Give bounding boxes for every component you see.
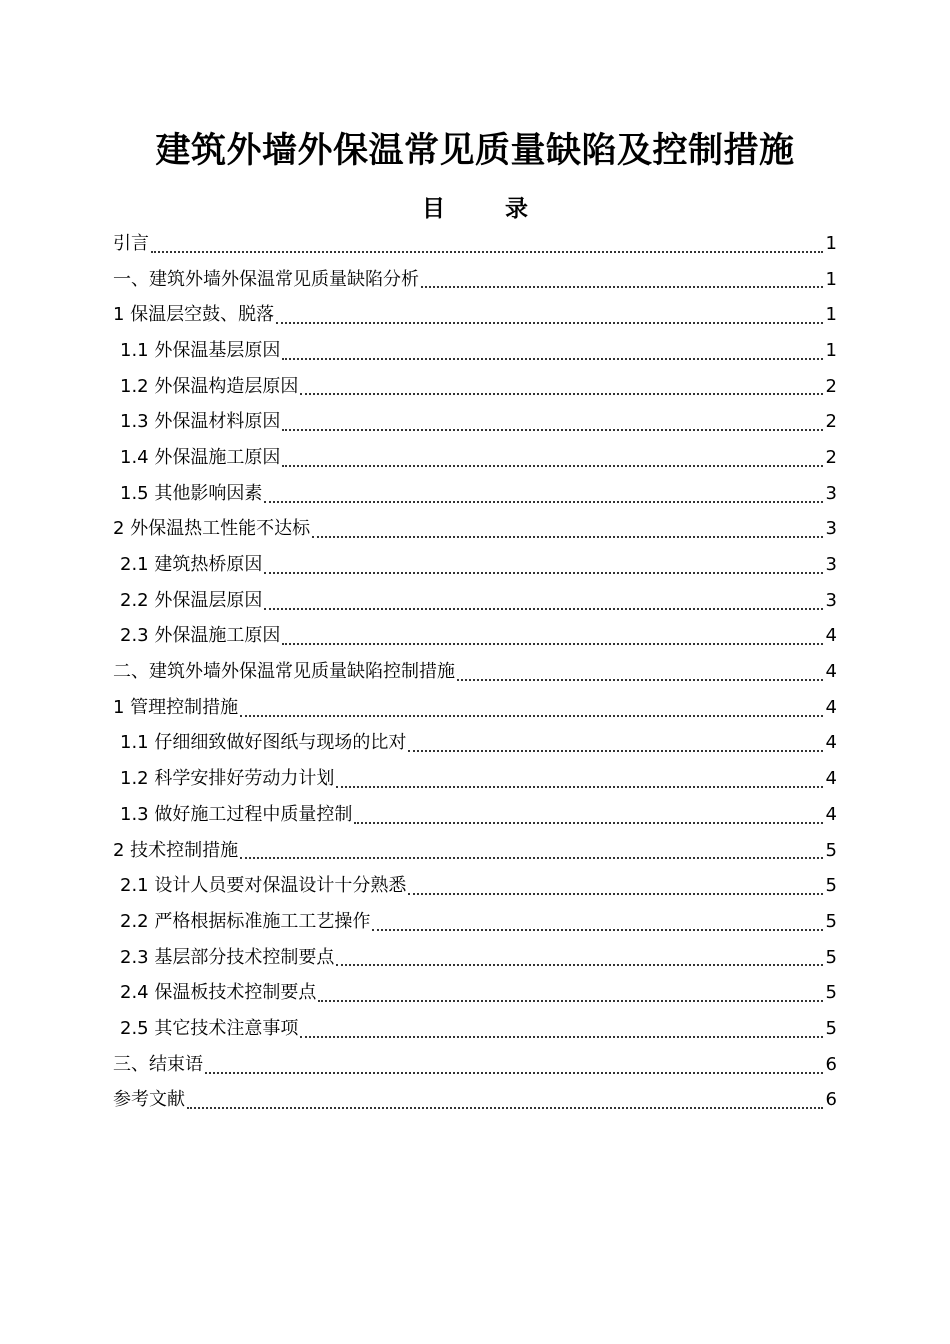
toc-entry[interactable] [113, 726, 837, 762]
toc-entry-label: 1.2 外保温构造层原因 [120, 375, 299, 397]
toc-dot-leader [312, 535, 823, 538]
toc-entry-label: 1.1 仔细细致做好图纸与现场的比对 [120, 732, 407, 754]
toc-entry-label: 参考文献 [113, 1089, 185, 1111]
toc-dot-leader [151, 250, 823, 253]
toc-entry-page-number: 4 [825, 768, 837, 790]
toc-dot-leader [264, 500, 823, 503]
toc-dot-leader [282, 357, 823, 360]
toc-entry-label: 1 保温层空鼓、脱落 [113, 304, 275, 326]
toc-entry-page-number: 2 [825, 375, 837, 397]
toc-entry[interactable] [113, 547, 837, 583]
toc-entry[interactable] [113, 440, 837, 476]
toc-entry-label: 2 技术控制措施 [113, 839, 239, 861]
toc-entry[interactable] [113, 333, 837, 369]
toc-entry-label: 2.2 外保温层原因 [120, 589, 263, 611]
toc-entry-page-number: 4 [825, 803, 837, 825]
toc-entry[interactable] [113, 262, 837, 298]
toc-entry-label: 2.5 其它技术注意事项 [120, 1017, 299, 1039]
toc-entry-page-number: 2 [825, 411, 837, 433]
toc-entry-label: 2.3 基层部分技术控制要点 [120, 946, 335, 968]
toc-entry-label: 一、建筑外墙外保温常见质量缺陷分析 [113, 268, 419, 290]
toc-dot-leader [318, 999, 823, 1002]
toc-entry-label: 2 外保温热工性能不达标 [113, 518, 311, 540]
toc-dot-leader [276, 321, 823, 324]
toc-entry-page-number: 3 [825, 589, 837, 611]
toc-entry-label: 1.3 外保温材料原因 [120, 411, 281, 433]
toc-entry-label: 三、结束语 [113, 1053, 203, 1075]
toc-dot-leader [240, 714, 823, 717]
toc-dot-leader [264, 607, 823, 610]
toc-dot-leader [421, 285, 823, 288]
toc-entry-page-number: 3 [825, 518, 837, 540]
toc-dot-leader [354, 821, 823, 824]
toc-dot-leader [457, 678, 823, 681]
toc-entry[interactable] [113, 940, 837, 976]
toc-entry-label: 引言 [113, 232, 149, 254]
toc-entry[interactable] [113, 512, 837, 548]
toc-dot-leader [300, 1035, 823, 1038]
toc-dot-leader [282, 642, 823, 645]
toc-entry-page-number: 6 [825, 1089, 837, 1111]
toc-entry-label: 2.4 保温板技术控制要点 [120, 982, 317, 1004]
toc-dot-leader [372, 928, 823, 931]
toc-entry[interactable] [113, 868, 837, 904]
toc-entry-page-number: 1 [825, 339, 837, 361]
toc-entry-label: 2.1 建筑热桥原因 [120, 554, 263, 576]
toc-entry-label: 2.3 外保温施工原因 [120, 625, 281, 647]
toc-entry[interactable] [113, 654, 837, 690]
toc-entry-label: 1.4 外保温施工原因 [120, 446, 281, 468]
toc-entry-page-number: 5 [825, 982, 837, 1004]
toc-entry[interactable] [113, 904, 837, 940]
toc-entry[interactable] [113, 975, 837, 1011]
toc-entry-page-number: 2 [825, 446, 837, 468]
toc-entry-label: 2.2 严格根据标准施工工艺操作 [120, 910, 371, 932]
toc-entry-page-number: 1 [825, 232, 837, 254]
toc-entry[interactable] [113, 476, 837, 512]
toc-entry[interactable] [113, 1011, 837, 1047]
toc-entry-page-number: 1 [825, 304, 837, 326]
toc-entry-page-number: 5 [825, 910, 837, 932]
toc-entry-page-number: 5 [825, 1017, 837, 1039]
toc-entry-label: 1.3 做好施工过程中质量控制 [120, 803, 353, 825]
toc-entry[interactable] [113, 797, 837, 833]
toc-entry-page-number: 4 [825, 625, 837, 647]
toc-entry[interactable] [113, 1083, 837, 1119]
toc-entry-page-number: 3 [825, 482, 837, 504]
toc-entry-label: 1.2 科学安排好劳动力计划 [120, 768, 335, 790]
toc-dot-leader [336, 785, 823, 788]
table-of-contents [113, 226, 837, 1118]
toc-dot-leader [282, 464, 823, 467]
toc-entry[interactable] [113, 619, 837, 655]
toc-entry-page-number: 5 [825, 875, 837, 897]
document-title: 建筑外墙外保温常见质量缺陷及控制措施 [155, 131, 795, 171]
toc-entry-label: 二、建筑外墙外保温常见质量缺陷控制措施 [113, 661, 455, 683]
toc-dot-leader [408, 892, 823, 895]
toc-entry-label: 1.5 其他影响因素 [120, 482, 263, 504]
toc-dot-leader [408, 749, 823, 752]
toc-entry-page-number: 3 [825, 554, 837, 576]
toc-dot-leader [282, 428, 823, 431]
toc-entry-label: 2.1 设计人员要对保温设计十分熟悉 [120, 875, 407, 897]
toc-entry[interactable] [113, 297, 837, 333]
toc-dot-leader [300, 392, 823, 395]
toc-heading: 目 录 [421, 196, 554, 222]
toc-entry-page-number: 6 [825, 1053, 837, 1075]
toc-dot-leader [205, 1071, 823, 1074]
toc-entry-page-number: 4 [825, 661, 837, 683]
toc-entry-page-number: 5 [825, 946, 837, 968]
toc-entry-label: 1.1 外保温基层原因 [120, 339, 281, 361]
toc-entry[interactable] [113, 369, 837, 405]
toc-entry[interactable] [113, 226, 837, 262]
toc-entry-label: 1 管理控制措施 [113, 696, 239, 718]
toc-dot-leader [240, 856, 823, 859]
toc-entry-page-number: 4 [825, 732, 837, 754]
toc-entry[interactable] [113, 583, 837, 619]
toc-entry-page-number: 4 [825, 696, 837, 718]
toc-entry[interactable] [113, 690, 837, 726]
toc-dot-leader [264, 571, 823, 574]
toc-dot-leader [187, 1106, 823, 1109]
toc-entry[interactable] [113, 1047, 837, 1083]
toc-entry[interactable] [113, 404, 837, 440]
toc-entry[interactable] [113, 833, 837, 869]
toc-entry-page-number: 1 [825, 268, 837, 290]
toc-entry[interactable] [113, 761, 837, 797]
toc-dot-leader [336, 963, 823, 966]
toc-entry-page-number: 5 [825, 839, 837, 861]
